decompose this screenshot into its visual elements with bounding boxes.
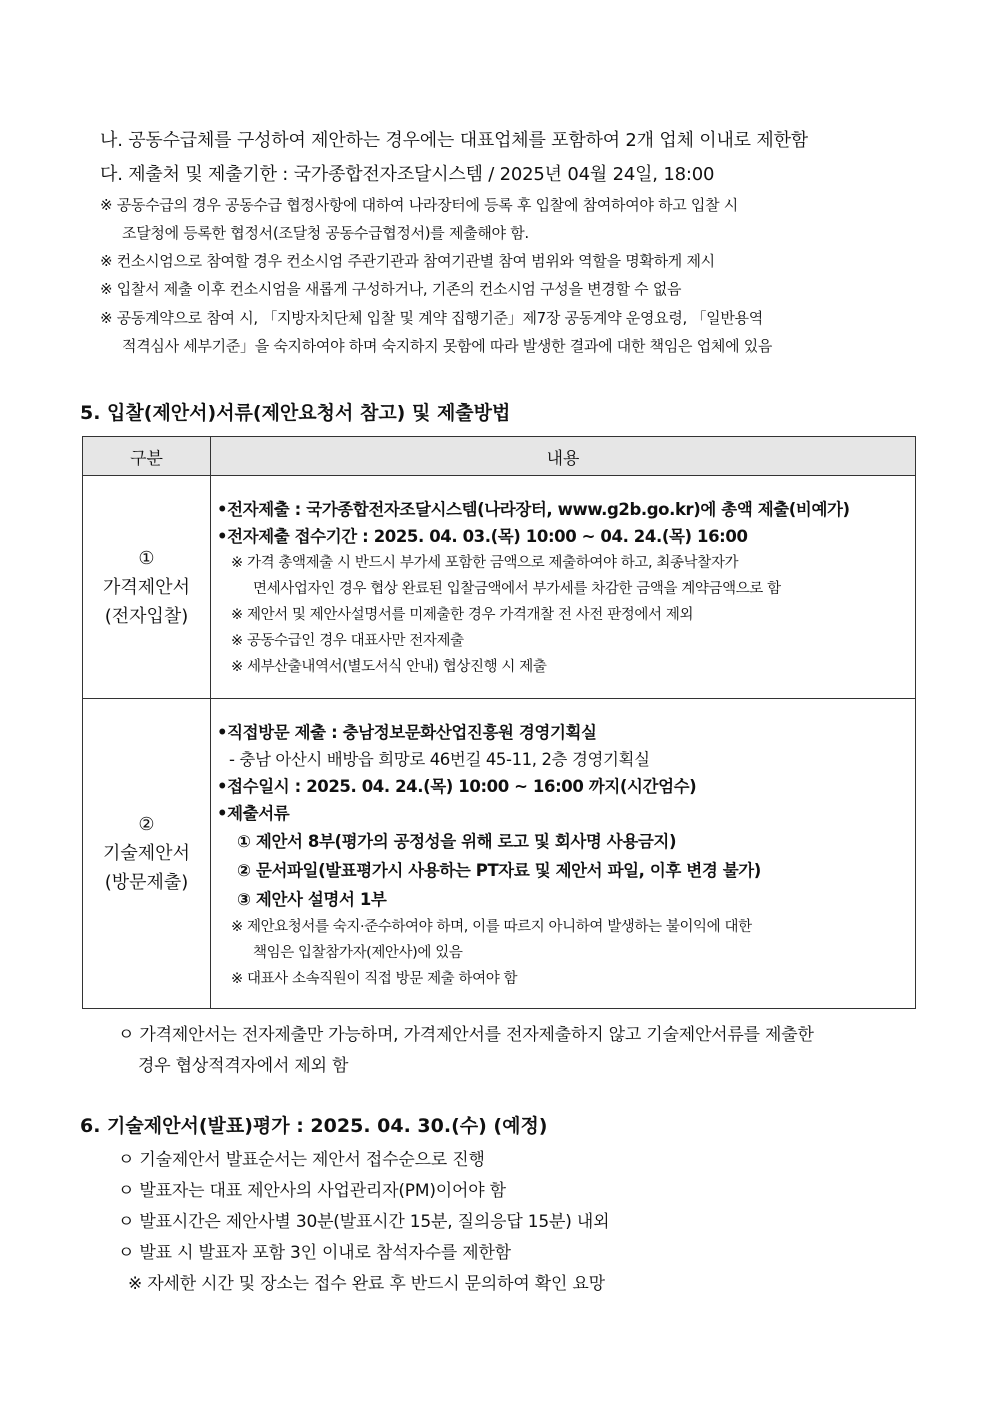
content-note: ※ 공동수급인 경우 대표사만 전자제출 xyxy=(231,633,464,649)
content-note: ※ 제안요청서를 숙지·준수하여야 하며, 이를 따르지 아니하여 발생하는 불이익에 대한 xyxy=(231,919,752,935)
intro-line-na: 나. 공동수급체를 구성하여 제안하는 경우에는 대표업체를 포함하여 2개 업체 이내로 제한함 xyxy=(100,130,808,151)
content-line: •직접방문 제출 : 충남정보문화산업진흥원 경영기획실 xyxy=(217,723,597,742)
content-line: •접수일시 : 2025. 04. 24.(목) 10:00 ~ 16:00 까지(시간엄수) xyxy=(217,777,697,796)
content-note: ※ 제안서 및 제안사설명서를 미제출한 경우 가격개찰 전 사전 판정에서 제외 xyxy=(231,607,694,623)
content-note: 책임은 입찰참가자(제안사)에 있음 xyxy=(253,945,463,961)
section6-item: ㅇ 기술제안서 발표순서는 제안서 접수순으로 진행 xyxy=(118,1150,485,1170)
category-number: ① xyxy=(138,547,155,569)
intro-line-da: 다. 제출처 및 제출기한 : 국가종합전자조달시스템 / 2025년 04월 24일, 18:00 xyxy=(100,164,715,185)
intro-note: 적격심사 세부기준」을 숙지하여야 하며 숙지하지 못함에 따라 발생한 결과에 대한 책임은 업체에 있음 xyxy=(122,337,773,355)
category-cell xyxy=(83,476,211,699)
header-category: 구분 xyxy=(83,437,211,476)
content-line: •전자제출 접수기간 : 2025. 04. 03.(목) 10:00 ~ 04. 24.(목) 16:00 xyxy=(217,527,748,546)
intro-note: ※ 컨소시엄으로 참여할 경우 컨소시엄 주관기관과 참여기관별 참여 범위와 역할을 명확하게 제시 xyxy=(100,252,715,270)
table-row-price xyxy=(83,476,916,699)
table-header-row xyxy=(83,437,916,476)
section6-item: ㅇ 발표자는 대표 제안사의 사업관리자(PM)이어야 함 xyxy=(118,1181,506,1201)
header-content: 내용 xyxy=(211,437,916,476)
intro-note: ※ 공동계약으로 참여 시, 「지방자치단체 입찰 및 계약 집행기준」제7장 공동계약 운영요령, 「일반용역 xyxy=(100,309,763,327)
submission-table xyxy=(82,436,916,1009)
category-cell xyxy=(83,699,211,1009)
section6-heading: 6. 기술제안서(발표)평가 : 2025. 04. 30.(수) (예정) xyxy=(80,1115,548,1137)
intro-note: 조달청에 등록한 협정서(조달청 공동수급협정서)를 제출해야 함. xyxy=(122,224,529,242)
intro-note: ※ 입찰서 제출 이후 컨소시엄을 새롭게 구성하거나, 기존의 컨소시엄 구성을 변경할 수 없음 xyxy=(100,280,682,298)
content-line: •전자제출 : 국가종합전자조달시스템(나라장터, www.g2b.go.kr)에 총액 제출(비예가) xyxy=(217,500,850,519)
document-item: ① 제안서 8부(평가의 공정성을 위해 로고 및 회사명 사용금지) xyxy=(237,832,677,851)
document-item: ③ 제안사 설명서 1부 xyxy=(237,890,387,909)
category-label: 기술제안서 xyxy=(103,843,190,864)
section6-note: ※ 자세한 시간 및 장소는 접수 완료 후 반드시 문의하여 확인 요망 xyxy=(128,1274,605,1294)
section6-item: ㅇ 발표시간은 제안사별 30분(발표시간 15분, 질의응답 15분) 내외 xyxy=(118,1212,610,1232)
content-note: ※ 가격 총액제출 시 반드시 부가세 포함한 금액으로 제출하여야 하고, 최종낙찰자가 xyxy=(231,555,739,571)
intro-note: ※ 공동수급의 경우 공동수급 협정사항에 대하여 나라장터에 등록 후 입찰에 참여하여야 하고 입찰 시 xyxy=(100,196,738,214)
table-row-technical xyxy=(83,699,916,1009)
content-note: ※ 세부산출내역서(별도서식 안내) 협상진행 시 제출 xyxy=(231,659,547,675)
content-line: •제출서류 xyxy=(217,804,290,823)
section5-after-line: ㅇ 가격제안서는 전자제출만 가능하며, 가격제안서를 전자제출하지 않고 기술제안서류를 제출한 xyxy=(118,1025,814,1045)
category-sublabel: (전자입찰) xyxy=(104,605,189,627)
category-label: 가격제안서 xyxy=(103,576,190,598)
section5-after-line: 경우 협상적격자에서 제외 함 xyxy=(138,1056,349,1076)
content-note: 면세사업자인 경우 협상 완료된 입찰금액에서 부가세를 차감한 금액을 계약금액으로 함 xyxy=(253,581,781,597)
content-address: - 충남 아산시 배방읍 희망로 46번길 45-11, 2층 경영기획실 xyxy=(229,750,650,769)
document-item: ② 문서파일(발표평가시 사용하는 PT자료 및 제안서 파일, 이후 변경 불가) xyxy=(237,861,761,880)
section6-item: ㅇ 발표 시 발표자 포함 3인 이내로 참석자수를 제한함 xyxy=(118,1243,511,1263)
category-sublabel: (방문제출) xyxy=(104,872,189,893)
content-cell xyxy=(211,699,916,1009)
category-number: ② xyxy=(138,814,155,835)
content-cell xyxy=(211,476,916,699)
content-note: ※ 대표사 소속직원이 직접 방문 제출 하여야 함 xyxy=(231,971,518,987)
section5-heading: 5. 입찰(제안서)서류(제안요청서 참고) 및 제출방법 xyxy=(80,402,511,424)
